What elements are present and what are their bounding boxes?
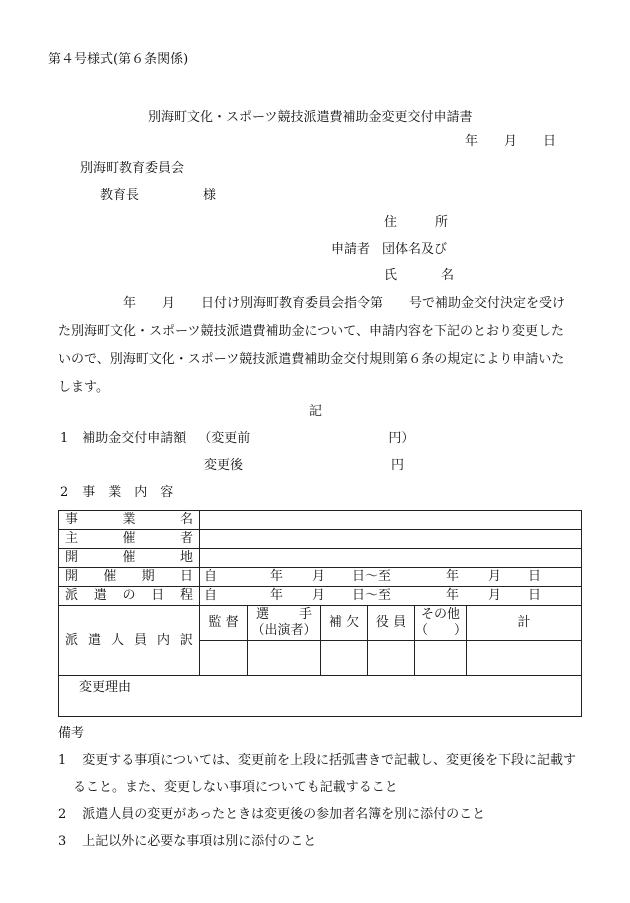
org-name-label: 団体名及び bbox=[382, 242, 448, 257]
header-supervisor: 監 督 bbox=[200, 606, 248, 641]
header-officer: 役 員 bbox=[368, 606, 415, 641]
table-row bbox=[59, 530, 582, 549]
label-organizer: 主 催 者 bbox=[59, 530, 200, 549]
date-line bbox=[465, 134, 556, 150]
note-item-continuation: ること。また、変更しない事項についても記載すること bbox=[73, 780, 398, 795]
recipient-person bbox=[100, 188, 216, 204]
header-other: その他 （ ） bbox=[415, 606, 467, 641]
supervisor-count-field[interactable] bbox=[200, 641, 248, 676]
recipient-title: 教育長 bbox=[100, 188, 140, 203]
organizer-field[interactable] bbox=[200, 530, 582, 549]
note-item: 3 上記以外に必要な事項は別に添付のこと bbox=[58, 834, 317, 849]
header-total: 計 bbox=[467, 606, 582, 641]
header-reserve: 補 欠 bbox=[321, 606, 368, 641]
applicant-org-label bbox=[331, 242, 447, 258]
form-number: 第４号様式(第６条関係) bbox=[48, 52, 189, 67]
note-item: 1 変更する事項については、変更前を上段に括弧書きで記載し、変更後を下段に記載す bbox=[58, 753, 577, 768]
table-row bbox=[59, 587, 582, 606]
item2-label: 事 業 内 容 bbox=[82, 485, 174, 500]
item1-after-unit: 円 bbox=[391, 458, 405, 473]
document-title: 別海町文化・スポーツ競技派遣費補助金変更交付申請書 bbox=[148, 110, 473, 125]
note-item: 2 派遣人員の変更があったときは変更後の参加者名簿を別に添付のこと bbox=[58, 807, 486, 822]
label-period: 開 催 期 日 bbox=[59, 568, 200, 587]
table-row bbox=[59, 549, 582, 568]
body-line: いので、別海町文化・スポーツ競技派遣費補助金交付規則第６条の規定により申請いた bbox=[58, 352, 565, 367]
table-row bbox=[59, 676, 582, 717]
label-business-name: 事 業 名 bbox=[59, 511, 200, 530]
change-reason-field[interactable] bbox=[59, 676, 582, 717]
date-month: 月 bbox=[504, 134, 518, 149]
player-count-field[interactable] bbox=[248, 641, 321, 676]
schedule-field[interactable]: 自 年 月 日〜至 年 月 日 bbox=[200, 587, 582, 606]
body-line: た別海町文化・スポーツ競技派遣費補助金について、申請内容を下記のとおり変更した bbox=[58, 324, 564, 339]
applicant-name-label: 氏 名 bbox=[384, 268, 455, 283]
reserve-count-field[interactable] bbox=[321, 641, 368, 676]
item1-label: 補助金交付申請額 bbox=[82, 431, 187, 446]
table-row bbox=[59, 568, 582, 587]
notes-heading: 備考 bbox=[58, 726, 85, 741]
date-day: 日 bbox=[543, 134, 557, 149]
recipient-honorific: 様 bbox=[203, 188, 217, 203]
item1-after-line bbox=[204, 458, 404, 474]
ki-heading: 記 bbox=[309, 404, 323, 419]
venue-field[interactable] bbox=[200, 549, 582, 568]
item1-before: （変更前 bbox=[198, 431, 251, 446]
total-count-field[interactable] bbox=[467, 641, 582, 676]
business-name-field[interactable] bbox=[200, 511, 582, 530]
label-dispatch-breakdown: 派 遣 人 員 内 訳 bbox=[59, 606, 200, 676]
table-row bbox=[59, 511, 582, 530]
body-line: します。 bbox=[58, 380, 109, 395]
period-field[interactable]: 自 年 月 日〜至 年 月 日 bbox=[200, 568, 582, 587]
body-line: 年 月 日付け別海町教育委員会指令第 号で補助金交付決定を受け bbox=[58, 296, 566, 311]
officer-count-field[interactable] bbox=[368, 641, 415, 676]
business-table bbox=[58, 510, 582, 717]
label-venue: 開 催 地 bbox=[59, 549, 200, 568]
item1-after: 変更後 bbox=[204, 458, 244, 473]
table-row bbox=[59, 606, 582, 641]
recipient-org: 別海町教育委員会 bbox=[80, 161, 185, 176]
applicant-label: 申請者 bbox=[331, 242, 371, 257]
item1-line: 1 補助金交付申請額 （変更前 円） bbox=[60, 431, 415, 446]
header-player: 選 手 （出演者） bbox=[248, 606, 321, 641]
body-paragraph bbox=[58, 290, 588, 402]
other-count-field[interactable] bbox=[415, 641, 467, 676]
change-reason-label: 変更理由 bbox=[79, 680, 132, 695]
applicant-address-label: 住 所 bbox=[384, 215, 449, 230]
item1-before-unit: 円） bbox=[388, 431, 415, 446]
item2-line: 2 事 業 内 容 bbox=[60, 485, 174, 500]
label-schedule: 派 遣 の 日 程 bbox=[59, 587, 200, 606]
date-year: 年 bbox=[465, 134, 479, 149]
